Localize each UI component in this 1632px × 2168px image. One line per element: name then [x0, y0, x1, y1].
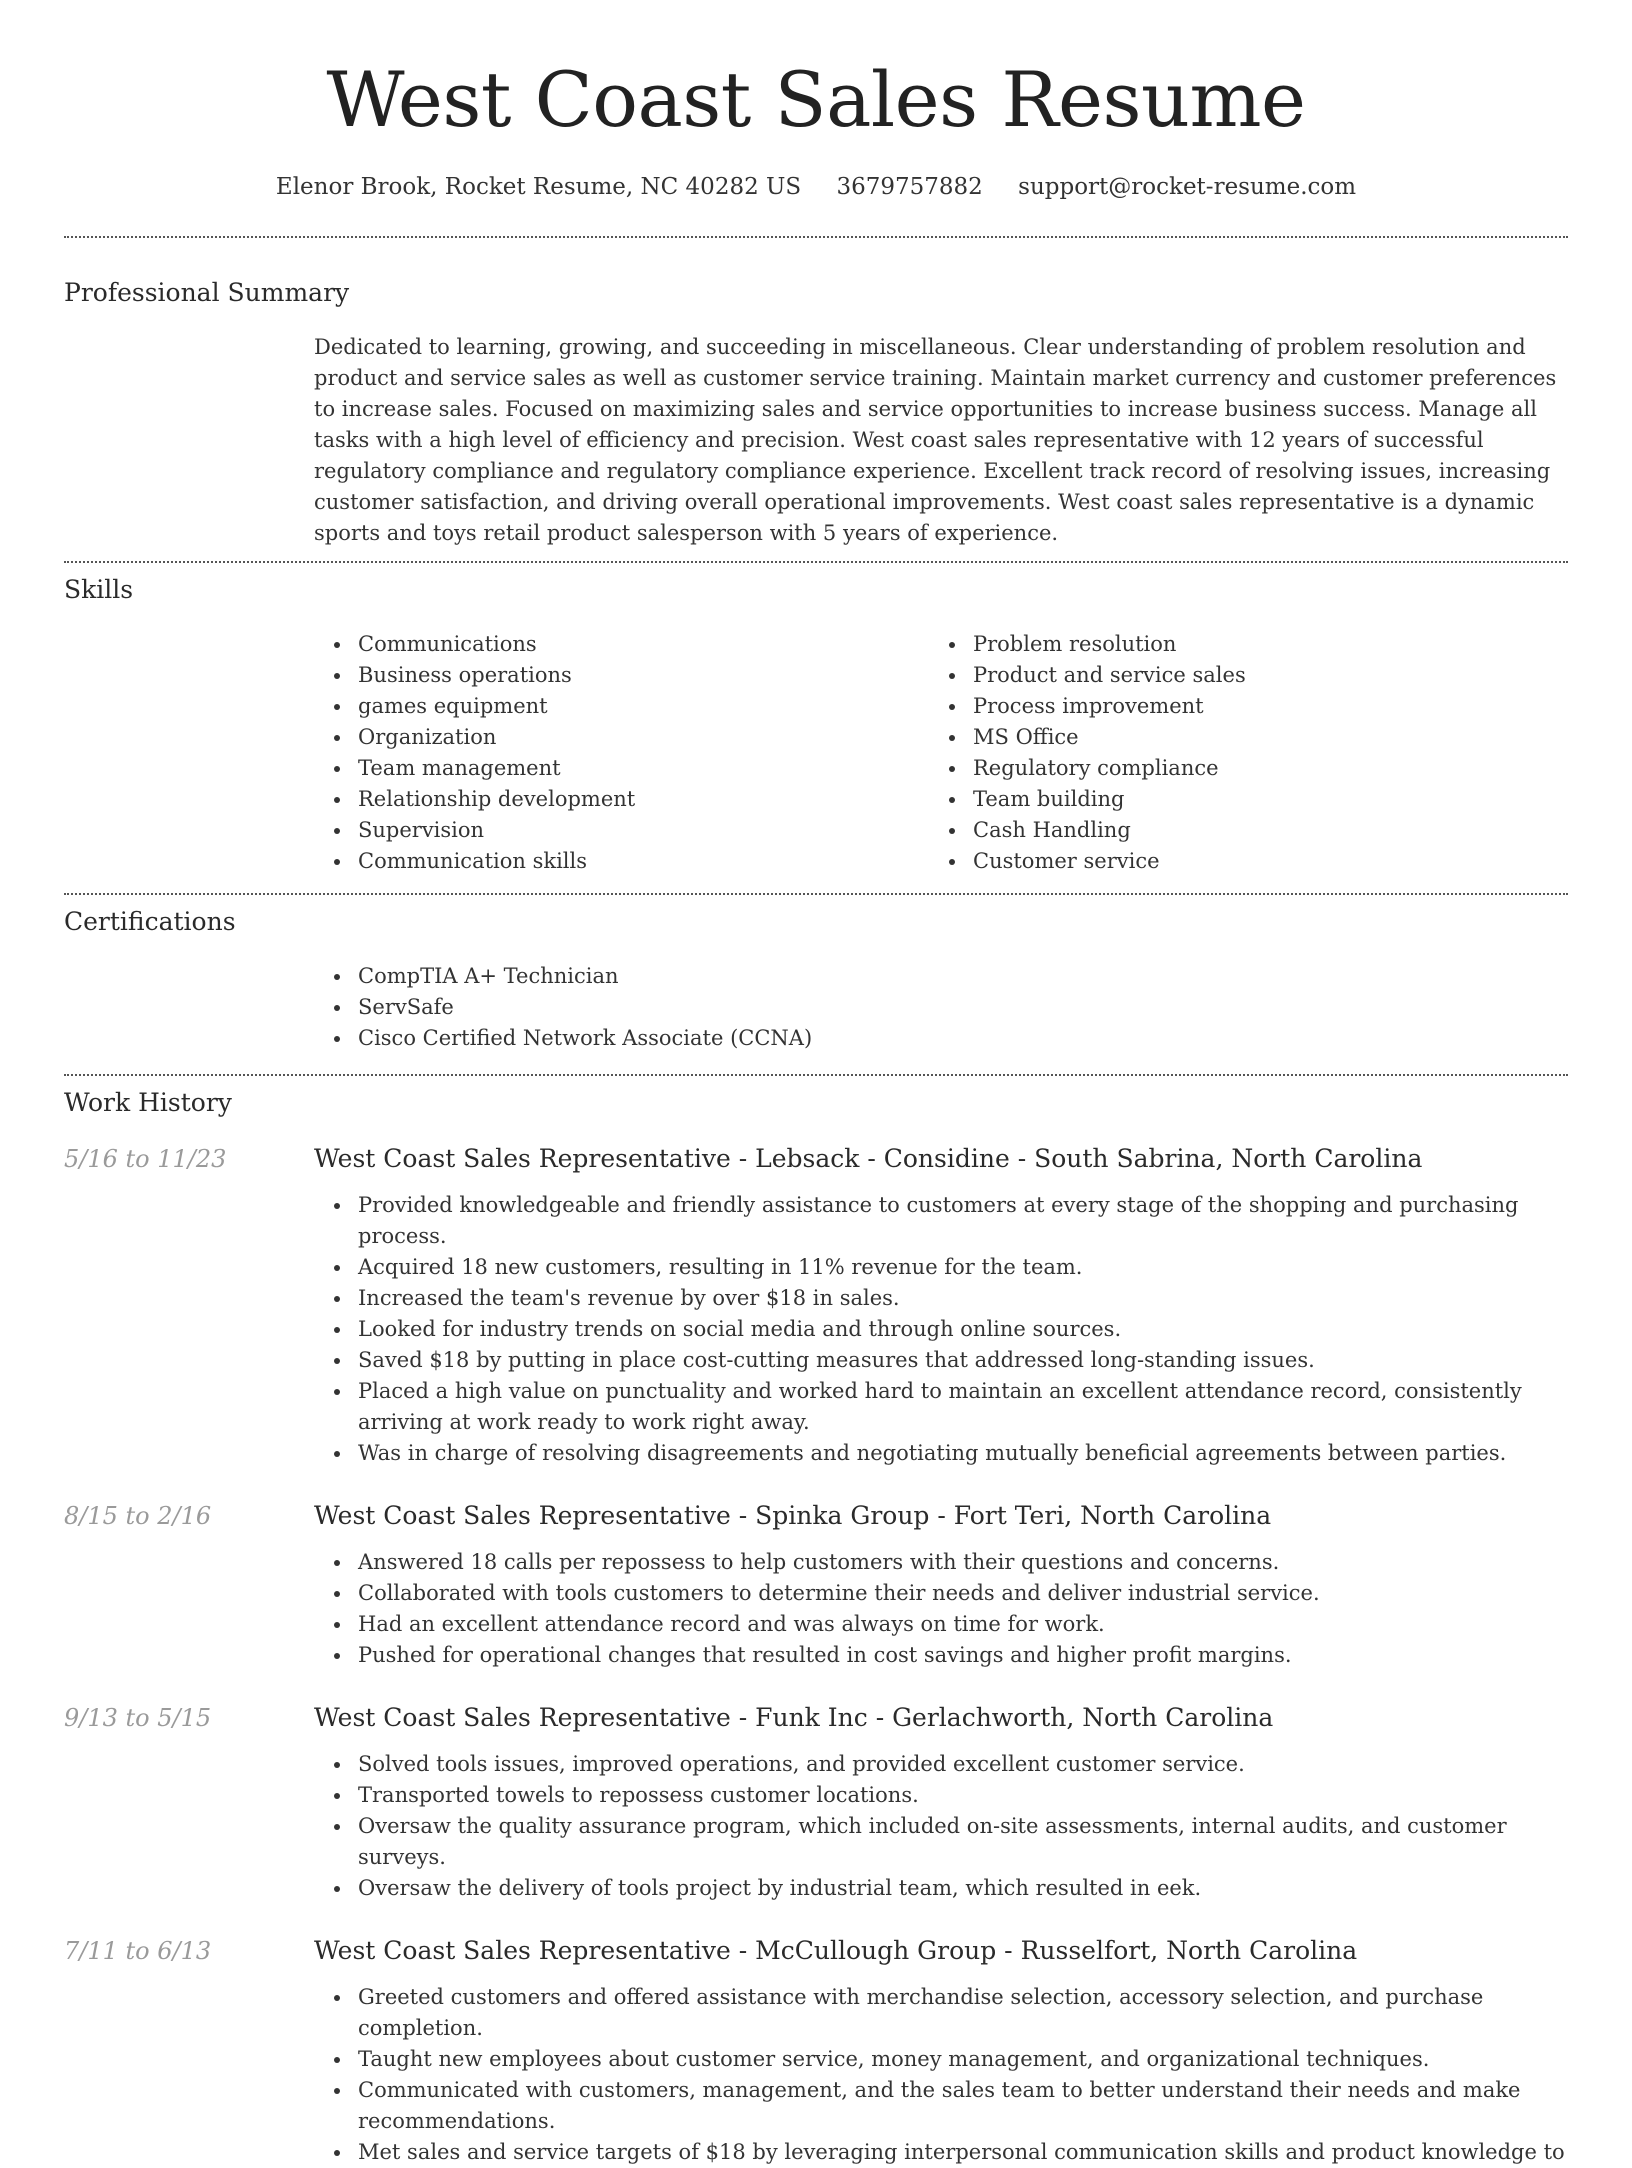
skill-item: Cash Handling: [973, 815, 1544, 846]
job-title: West Coast Sales Representative - Spinka Group - Fort Teri, North Carolina: [314, 1501, 1272, 1530]
skill-item: Communications: [358, 629, 929, 660]
job-bullet: Greeted customers and offered assistance with merchandise selection, accessory selection, and purchase completion.: [358, 1982, 1568, 2044]
job-entry: [64, 1701, 1568, 1904]
job-bullet: Communicated with customers, management, and the sales team to better understand their needs and make recommendations.: [358, 2075, 1568, 2137]
job-title: West Coast Sales Representative - McCullough Group - Russelfort, North Carolina: [314, 1936, 1358, 1965]
job-bullet: Collaborated with tools customers to determine their needs and deliver industrial service.: [358, 1578, 1568, 1609]
summary-heading: Professional Summary: [64, 278, 350, 307]
job-bullet: Met sales and service targets of $18 by leveraging interpersonal communication skills and product knowledge to: [358, 2137, 1568, 2168]
job-bullet: Placed a high value on punctuality and worked hard to maintain an excellent attendance record, consistently arriving at work ready to work right away.: [358, 1376, 1568, 1438]
job-body: [314, 1547, 1568, 1671]
skill-item: Team management: [358, 753, 929, 784]
contact-address: Elenor Brook, Rocket Resume, NC 40282 US: [275, 174, 802, 200]
job-title: West Coast Sales Representative - Lebsack - Considine - South Sabrina, North Carolina: [314, 1144, 1423, 1173]
certification-item: Cisco Certified Network Associate (CCNA): [358, 1023, 1568, 1054]
resume-title: West Coast Sales Resume: [326, 55, 1306, 144]
job-dates: 9/13 to 5/15: [64, 1704, 212, 1732]
job-bullet: Acquired 18 new customers, resulting in 11% revenue for the team.: [358, 1252, 1568, 1283]
job-bullets: [314, 1547, 1568, 1671]
skill-item: Problem resolution: [973, 629, 1544, 660]
job-bullets: [314, 1749, 1568, 1904]
certification-item: ServSafe: [358, 992, 1568, 1023]
summary-section: [64, 238, 1568, 549]
contact-line: [64, 172, 1568, 202]
certifications-heading: Certifications: [64, 907, 236, 936]
skill-item: Regulatory compliance: [973, 753, 1544, 784]
job-bullet: Provided knowledgeable and friendly assistance to customers at every stage of the shopping and purchasing process.: [358, 1190, 1568, 1252]
job-bullet: Oversaw the quality assurance program, which included on-site assessments, internal audits, and customer surveys.: [358, 1811, 1568, 1873]
skill-item: Product and service sales: [973, 660, 1544, 691]
skills-column-left: [314, 629, 929, 877]
skill-item: Team building: [973, 784, 1544, 815]
skill-item: Communication skills: [358, 846, 929, 877]
certifications-list: [314, 961, 1568, 1054]
skills-list-right: [929, 629, 1544, 877]
skills-columns: [314, 629, 1568, 877]
certifications-section: [64, 895, 1568, 1054]
skills-heading: Skills: [64, 575, 134, 604]
skill-item: Customer service: [973, 846, 1544, 877]
job-dates: 7/11 to 6/13: [64, 1937, 212, 1965]
skill-item: Relationship development: [358, 784, 929, 815]
skills-section: [64, 563, 1568, 877]
summary-body: [314, 332, 1568, 549]
summary-text: Dedicated to learning, growing, and succeeding in miscellaneous. Clear understanding of problem resolution and product and service sales as well as customer service training. Maintain market currency and customer preferences to increase sales. Focused on maximizing sales and service opportunities to increase business success. Manage all tasks with a high level of efficiency and precision. West coast sales representative with 12 years of successful regulatory compliance and regulatory compliance experience. Excellent track record of resolving issues, increasing customer satisfaction, and driving overall operational improvements. West coast sales representative is a dynamic sports and toys retail product salesperson with 5 years of experience.: [314, 335, 1557, 545]
job-body: [314, 1190, 1568, 1469]
skill-item: Process improvement: [973, 691, 1544, 722]
job-bullets: [314, 1982, 1568, 2168]
job-bullet: Increased the team's revenue by over $18 in sales.: [358, 1283, 1568, 1314]
job-bullet: Looked for industry trends on social media and through online sources.: [358, 1314, 1568, 1345]
job-bullet: Pushed for operational changes that resulted in cost savings and higher profit margins.: [358, 1640, 1568, 1671]
work-history-heading: Work History: [64, 1088, 232, 1117]
job-dates: 8/15 to 2/16: [64, 1502, 212, 1530]
job-bullet: Taught new employees about customer service, money management, and organizational techniques.: [358, 2044, 1568, 2075]
job-dates: 5/16 to 11/23: [64, 1145, 227, 1173]
skills-body: [314, 629, 1568, 877]
skills-list-left: [314, 629, 929, 877]
job-bullet: Oversaw the delivery of tools project by industrial team, which resulted in eek.: [358, 1873, 1568, 1904]
job-bullet: Had an excellent attendance record and was always on time for work.: [358, 1609, 1568, 1640]
contact-phone: 3679757882: [836, 174, 983, 200]
job-bullet: Was in charge of resolving disagreements and negotiating mutually beneficial agreements between parties.: [358, 1438, 1568, 1469]
job-bullet: Transported towels to repossess customer locations.: [358, 1780, 1568, 1811]
contact-email: support@rocket-resume.com: [1018, 174, 1357, 200]
skill-item: games equipment: [358, 691, 929, 722]
skills-column-right: [929, 629, 1544, 877]
job-entry: [64, 1499, 1568, 1671]
skill-item: MS Office: [973, 722, 1544, 753]
skill-item: Organization: [358, 722, 929, 753]
work-history-section: [64, 1076, 1568, 2168]
certification-item: CompTIA A+ Technician: [358, 961, 1568, 992]
certifications-body: [314, 961, 1568, 1054]
job-body: [314, 1982, 1568, 2168]
job-title: West Coast Sales Representative - Funk Inc - Gerlachworth, North Carolina: [314, 1703, 1274, 1732]
job-entry: [64, 1142, 1568, 1469]
skill-item: Business operations: [358, 660, 929, 691]
job-bullet: Answered 18 calls per repossess to help customers with their questions and concerns.: [358, 1547, 1568, 1578]
job-bullet: Saved $18 by putting in place cost-cutting measures that addressed long-standing issues.: [358, 1345, 1568, 1376]
job-bullets: [314, 1190, 1568, 1469]
job-entry: [64, 1934, 1568, 2168]
skill-item: Supervision: [358, 815, 929, 846]
job-bullet: Solved tools issues, improved operations, and provided excellent customer service.: [358, 1749, 1568, 1780]
job-body: [314, 1749, 1568, 1904]
